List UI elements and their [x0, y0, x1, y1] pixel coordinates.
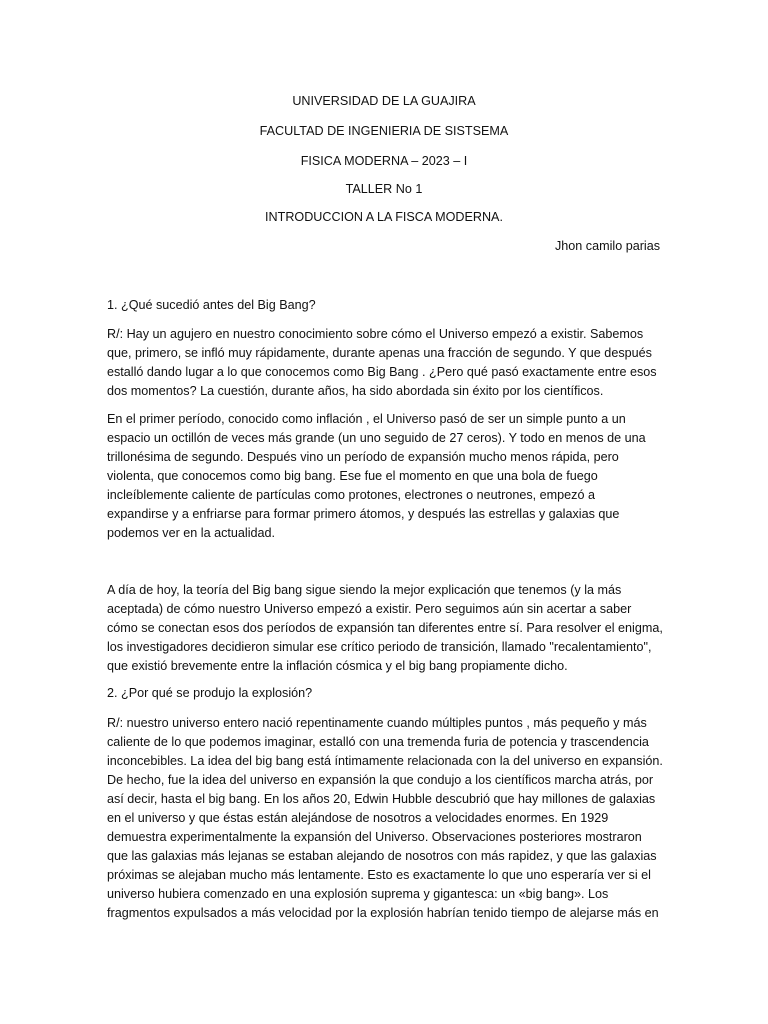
text-line: De hecho, fue la idea del universo en expansión la que condujo a los científicos marcha atrás, por: [107, 773, 654, 787]
text-line: trillonésima de segundo. Después vino un período de expansión mucho menos rápida, pero: [107, 450, 619, 464]
question-text: 1. ¿Qué sucedió antes del Big Bang?: [107, 298, 316, 312]
text-line: R/: Hay un agujero en nuestro conocimiento sobre cómo el Universo empezó a existir. Sabemos: [107, 327, 644, 341]
text-line: los investigadores decidieron simular ese crítico periodo de transición, llamado "recalentamiento",: [107, 640, 652, 654]
text-line: expandirse y a enfriarse para formar primero átomos, y después las estrellas y galaxias que: [107, 507, 620, 521]
faculty-title: FACULTAD DE INGENIERIA DE SISTSEMA: [259, 124, 509, 138]
author-name: Jhon camilo parias: [555, 239, 660, 253]
text-line: A día de hoy, la teoría del Big bang sigue siendo la mejor explicación que tenemos (y la más: [107, 583, 622, 597]
text-line: que, primero, se infló muy rápidamente, durante apenas una fracción de segundo. Y que después: [107, 346, 652, 360]
text-line: inconcebibles. La idea del big bang está íntimamente relacionada con la del universo en expansión.: [107, 754, 663, 768]
answer-1-paragraph-3: [107, 581, 667, 676]
answer-1-paragraph-1: [107, 325, 667, 401]
text-line: R/: nuestro universo entero nació repentinamente cuando múltiples puntos , más pequeño y más: [107, 716, 647, 730]
university-title: UNIVERSIDAD DE LA GUAJIRA: [292, 94, 476, 108]
text-line: que existió brevemente entre la inflación cósmica y el big bang propiamente dicho.: [107, 659, 568, 673]
text-line: caliente de lo que podemos imaginar, estalló con una tremenda furia de potencia y trascendencia: [107, 735, 649, 749]
text-line: violenta, que conocemos como big bang. Ese fue el momento en que una bola de fuego: [107, 469, 598, 483]
workshop-title: TALLER No 1: [345, 182, 423, 196]
answer-1-paragraph-2: [107, 410, 667, 543]
question-2-heading: [107, 684, 667, 703]
text-line: En el primer período, conocido como inflación , el Universo pasó de ser un simple punto a un: [107, 412, 626, 426]
text-line: próximas se alejaban mucho más lentamente. Esto es exactamente lo que uno esperaría ver si el: [107, 868, 651, 882]
text-line: así decir, hasta el big bang. En los años 20, Edwin Hubble descubrió que hay millones de galaxias: [107, 792, 656, 806]
text-line: espacio un octillón de veces más grande (un uno seguido de 27 ceros). Y todo en menos de una: [107, 431, 646, 445]
text-line: incleíblemente caliente de partículas como protones, electrones o neutrones, empezó a: [107, 488, 595, 502]
text-line: podemos ver en la actualidad.: [107, 526, 276, 540]
topic-title: INTRODUCCION A LA FISCA MODERNA.: [265, 210, 503, 224]
answer-2-paragraph-1: [107, 714, 667, 923]
question-1-heading: [107, 296, 667, 315]
text-line: aceptada) de cómo nuestro Universo empezó a existir. Pero seguimos aún sin acertar a saber: [107, 602, 632, 616]
text-line: universo hubiera comenzado en una explosión suprema y gigantesca: un «big bang». Los: [107, 887, 609, 901]
text-line: fragmentos expulsados a más velocidad por la explosión habrían tenido tiempo de alejarse más en: [107, 906, 659, 920]
text-line: que las galaxias más lejanas se estaban alejando de nosotros con más rapidez, y que las galaxias: [107, 849, 657, 863]
text-line: cómo se conectan esos dos períodos de expansión tan diferentes entre sí. Para resolver el enigma,: [107, 621, 663, 635]
question-text: 2. ¿Por qué se produjo la explosión?: [107, 686, 313, 700]
text-line: dos momentos? La cuestión, durante años, ha sido abordada sin éxito por los científicos.: [107, 384, 604, 398]
text-line: estalló dando lugar a lo que conocemos como Big Bang . ¿Pero qué pasó exactamente entre esos: [107, 365, 657, 379]
text-line: en el universo y que éstas están alejándose de nosotros a velocidades enormes. En 1929: [107, 811, 609, 825]
course-title: FISICA MODERNA – 2023 – I: [300, 154, 468, 168]
text-line: demuestra experimentalmente la expansión del Universo. Observaciones posteriores mostraron: [107, 830, 642, 844]
